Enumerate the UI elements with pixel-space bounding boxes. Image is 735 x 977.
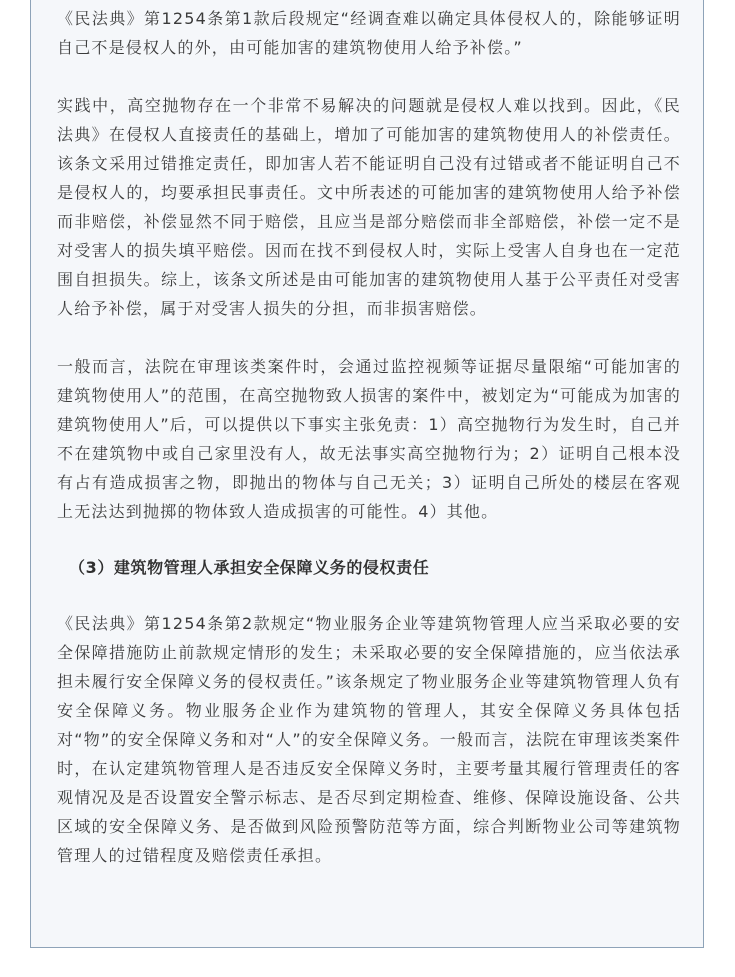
paragraph-article-1254-clause-1: 《民法典》第1254条第1款后段规定“经调查难以确定具体侵权人的，除能够证明自己不是侵权人的外，由可能加害的建筑物使用人给予补偿。” xyxy=(57,9,681,57)
article-panel xyxy=(30,0,704,948)
paragraph-court-exemption: 一般而言，法院在审理该类案件时，会通过监控视频等证据尽量限缩“可能加害的建筑物使用人”的范围，在高空抛物致人损害的案件中，被划定为“可能成为加害的建筑物使用人”后，可以提供以下事实主张免责：1）高空抛物行为发生时，自己并不在建筑物中或自己家里没有人，故无法事实高空抛物行为；2）证明自己根本没有占有造成损害之物，即抛出的物体与自己无关；3）证明自己所处的楼层在客观上无法达到抛掷的物体致人造成损害的可能性。4）其他。 xyxy=(57,357,681,521)
article-content xyxy=(57,4,681,870)
section-heading: （3）建筑物管理人承担安全保障义务的侵权责任 xyxy=(69,558,430,577)
paragraph-practice-analysis: 实践中，高空抛物存在一个非常不易解决的问题就是侵权人难以找到。因此，《民法典》在侵权人直接责任的基础上，增加了可能加害的建筑物使用人的补偿责任。该条文采用过错推定责任，即加害人若不能证明自己没有过错或者不能证明自己不是侵权人的，均要承担民事责任。文中所表述的可能加害的建筑物使用人给予补偿而非赔偿，补偿显然不同于赔偿，且应当是部分赔偿而非全部赔偿，补偿一定不是对受害人的损失填平赔偿。因而在找不到侵权人时，实际上受害人自身也在一定范围自担损失。综上，该条文所述是由可能加害的建筑物使用人基于公平责任对受害人给予补偿，属于对受害人损失的分担，而非损害赔偿。 xyxy=(57,96,681,318)
paragraph-article-1254-clause-2: 《民法典》第1254条第2款规定“物业服务企业等建筑物管理人应当采取必要的安全保障措施防止前款规定情形的发生；未采取必要的安全保障措施的，应当依法承担未履行安全保障义务的侵权责任。”该条规定了物业服务企业等建筑物管理人负有安全保障义务。物业服务企业作为建筑物的管理人，其安全保障义务具体包括对“物”的安全保障义务和对“人”的安全保障义务。一般而言，法院在审理该类案件时，在认定建筑物管理人是否违反安全保障义务时，主要考量其履行管理责任的客观情况及是否设置安全警示标志、是否尽到定期检查、维修、保障设施设备、公共区域的安全保障义务、是否做到风险预警防范等方面，综合判断物业公司等建筑物管理人的过错程度及赔偿责任承担。 xyxy=(57,614,681,865)
